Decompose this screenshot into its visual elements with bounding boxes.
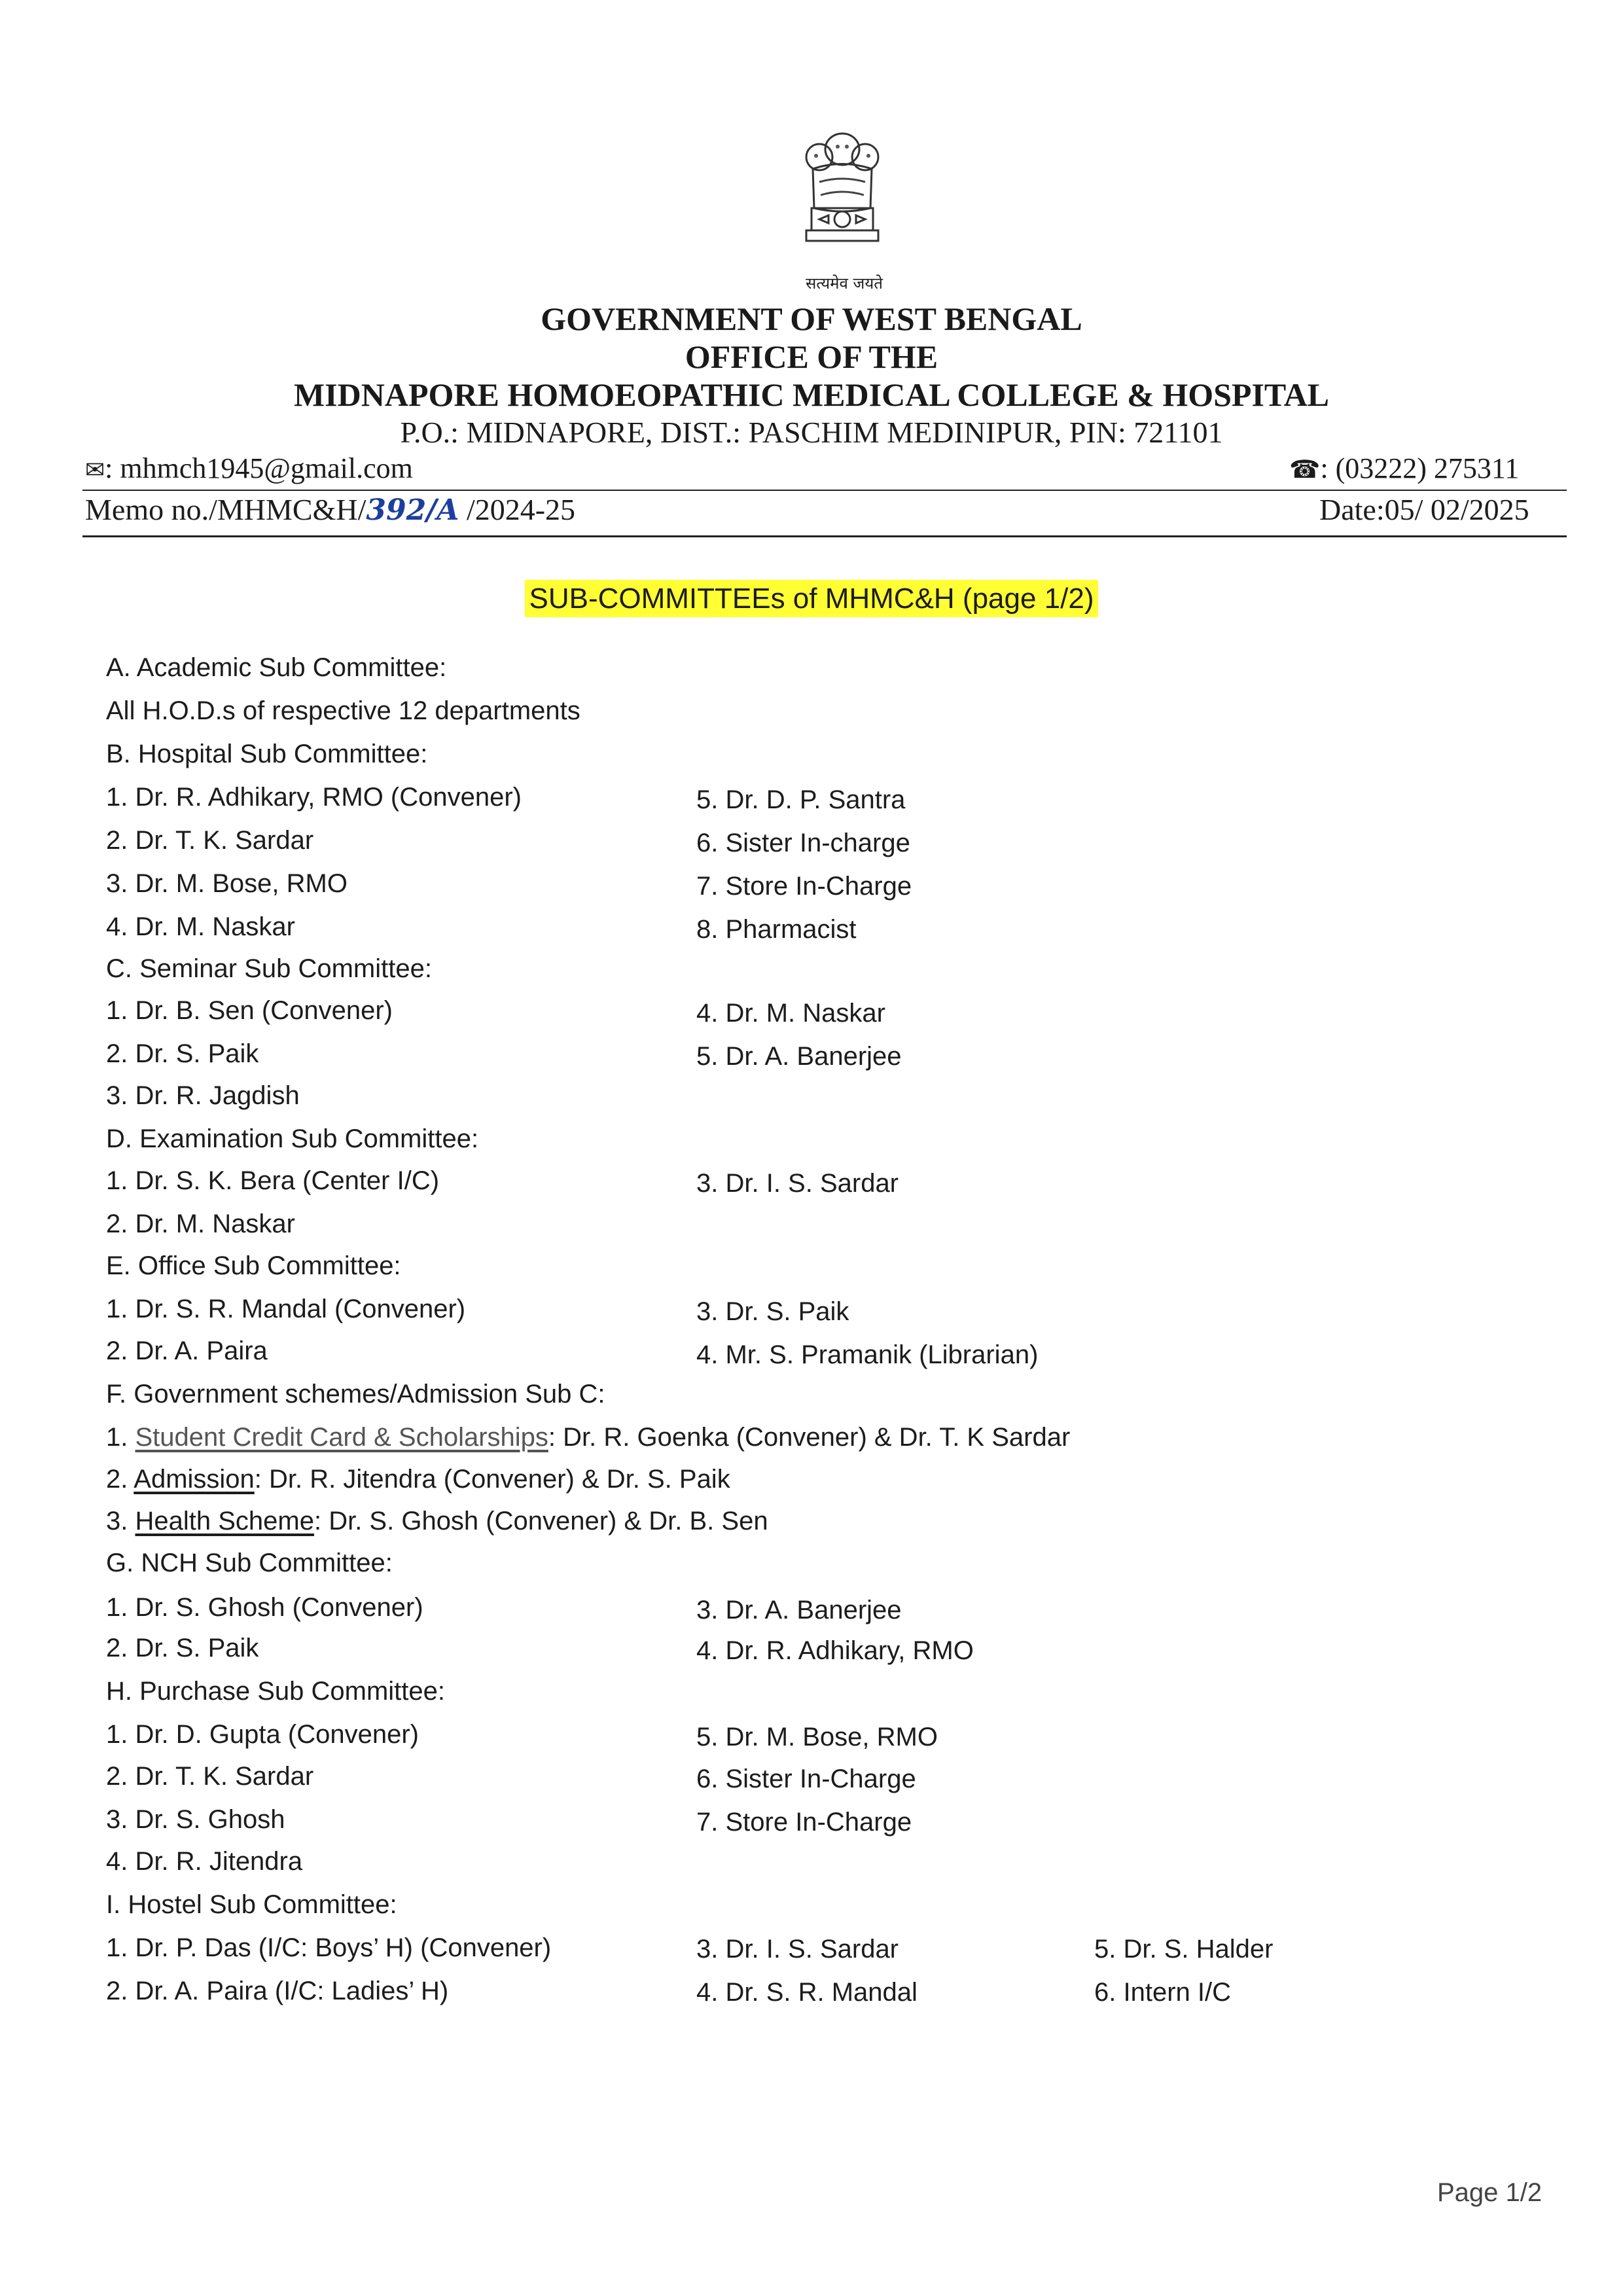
scheme-label: Student Credit Card & Scholarships [135,1423,548,1452]
memo-divider [82,535,1567,537]
letterhead-government: GOVERNMENT OF WEST BENGAL [541,300,1082,337]
letterhead-address: P.O.: MIDNAPORE, DIST.: PASCHIM MEDINIPUR, PIN: 721101 [400,416,1223,449]
scheme-item: 3. Health Scheme: Dr. S. Ghosh (Convener) & Dr. B. Sen [106,1507,768,1535]
list-item: 1. Dr. S. Ghosh (Convener) [106,1593,423,1622]
list-item: 3. Dr. I. S. Sardar [696,1169,899,1198]
list-item: 5. Dr. A. Banerjee [696,1042,902,1071]
list-item: 8. Pharmacist [696,915,857,944]
header-divider [82,490,1567,491]
list-item: 4. Dr. M. Naskar [696,999,885,1028]
memo-date: Date:05/ 02/2025 [1319,493,1529,526]
list-item: 4. Dr. M. Naskar [106,912,295,941]
list-item: 6. Sister In-Charge [696,1765,916,1793]
email-icon: ✉ [85,457,105,483]
list-item: 1. Dr. R. Adhikary, RMO (Convener) [106,783,522,812]
scheme-item: 2. Admission: Dr. R. Jitendra (Convener) & Dr. S. Paik [106,1465,730,1494]
section-heading-hostel: I. Hostel Sub Committee: [106,1890,397,1919]
list-item: 4. Mr. S. Pramanik (Librarian) [696,1340,1039,1369]
list-item: 5. Dr. S. Halder [1094,1935,1274,1964]
list-item: 1. Dr. S. K. Bera (Center I/C) [106,1166,440,1195]
section-heading-academic: A. Academic Sub Committee: [106,653,447,682]
letterhead-institution: MIDNAPORE HOMOEOPATHIC MEDICAL COLLEGE & HOSPITAL [293,376,1330,413]
list-item: 1. Dr. S. R. Mandal (Convener) [106,1295,466,1323]
list-item: 3. Dr. M. Bose, RMO [106,869,348,898]
list-item: 3. Dr. A. Banerjee [696,1596,902,1624]
state-emblem-icon [793,123,891,274]
section-heading-office: E. Office Sub Committee: [106,1251,401,1280]
scheme-label: Health Scheme [135,1507,314,1535]
page-number: Page 1/2 [1437,2178,1543,2207]
section-heading-schemes: F. Government schemes/Admission Sub C: [106,1380,605,1408]
phone-line [1289,452,1519,485]
list-item: 2. Dr. S. Paik [106,1634,259,1662]
list-item: 2. Dr. A. Paira (I/C: Ladies’ H) [106,1977,449,2005]
phone-text: : (03222) 275311 [1320,452,1520,484]
scheme-item: 1. Student Credit Card & Scholarships: Dr. R. Goenka (Convener) & Dr. T. K Sardar [106,1423,1071,1452]
section-heading-nch: G. NCH Sub Committee: [106,1549,393,1577]
list-item: 3. Dr. I. S. Sardar [696,1935,899,1964]
list-item: 2. Dr. S. Paik [106,1039,259,1068]
list-item: 3. Dr. S. Paik [696,1297,849,1326]
list-item: 1. Dr. B. Sen (Convener) [106,996,393,1025]
academic-members: All H.O.D.s of respective 12 departments [106,696,580,725]
list-item: 6. Sister In-charge [696,829,910,857]
list-item: 2. Dr. T. K. Sardar [106,1762,314,1791]
list-item: 2. Dr. T. K. Sardar [106,826,314,855]
list-item: 3. Dr. R. Jagdish [106,1081,300,1110]
section-heading-hospital: B. Hospital Sub Committee: [106,740,428,768]
email-line [85,452,413,485]
list-item: 4. Dr. R. Jitendra [106,1847,303,1876]
document-title: SUB-COMMITTEEs of MHMC&H (page 1/2) [525,580,1097,617]
list-item: 2. Dr. M. Naskar [106,1210,295,1238]
memo-handwritten-number: 392/A [366,493,459,527]
list-item: 5. Dr. D. P. Santra [696,785,906,814]
list-item: 7. Store In-Charge [696,1808,912,1837]
section-heading-seminar: C. Seminar Sub Committee: [106,954,432,983]
letterhead-office: OFFICE OF THE [685,338,938,375]
list-item: 6. Intern I/C [1094,1978,1231,2007]
list-item: 4. Dr. S. R. Mandal [696,1978,918,2007]
list-item: 2. Dr. A. Paira [106,1336,268,1365]
emblem-motto: सत्यमेव जयते [806,274,883,293]
list-item: 3. Dr. S. Ghosh [106,1805,285,1834]
section-heading-purchase: H. Purchase Sub Committee: [106,1677,445,1706]
list-item: 4. Dr. R. Adhikary, RMO [696,1636,974,1665]
list-item: 7. Store In-Charge [696,872,912,901]
email-text: : mhmch1945@gmail.com [105,452,413,484]
phone-icon: ☎ [1289,456,1321,484]
list-item: 1. Dr. P. Das (I/C: Boys’ H) (Convener) [106,1933,552,1962]
memo-number: Memo no./MHMC&H/392/A /2024-25 [85,493,576,527]
document-title-wrap [0,583,1623,615]
section-heading-examination: D. Examination Sub Committee: [106,1124,479,1153]
list-item: 1. Dr. D. Gupta (Convener) [106,1720,419,1749]
scheme-label: Admission [134,1465,255,1494]
list-item: 5. Dr. M. Bose, RMO [696,1723,938,1751]
